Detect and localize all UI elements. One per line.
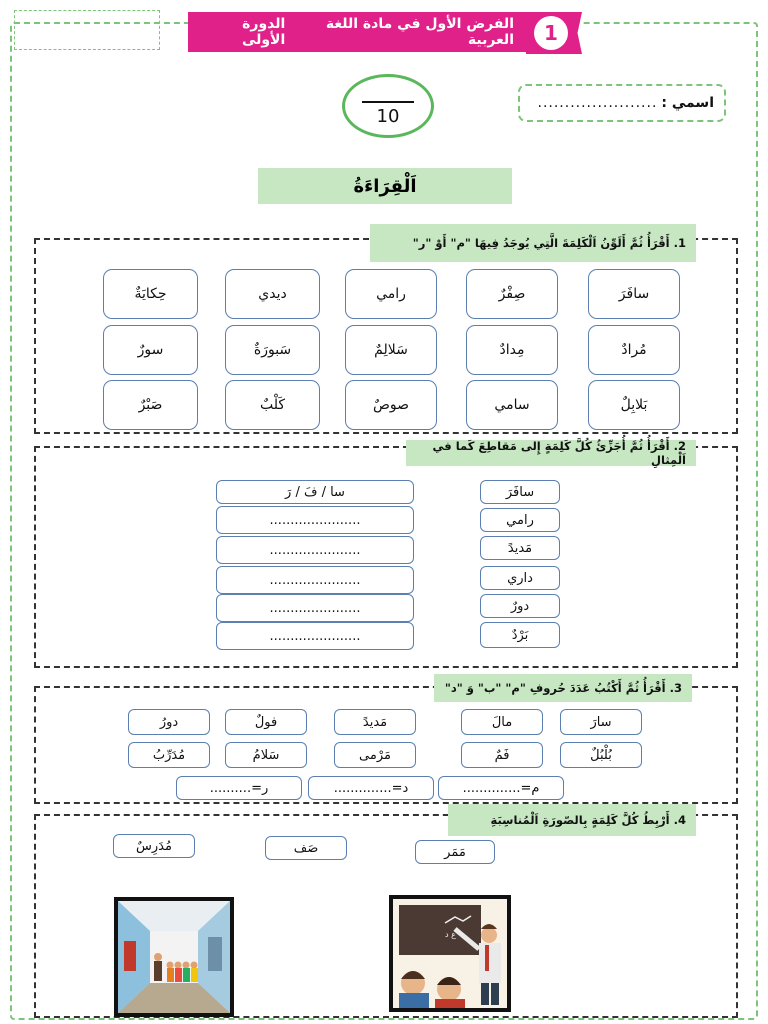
ex4-word[interactable]: مَمَر: [415, 840, 495, 864]
ex2-answer[interactable]: ......................: [216, 566, 414, 594]
ex2-word: دورٌ: [480, 594, 560, 618]
ex2-answer[interactable]: سا / فَ / رَ: [216, 480, 414, 504]
ex1-word[interactable]: سافَرَ: [588, 269, 680, 319]
ex1-word[interactable]: ديدي: [225, 269, 320, 319]
ex3-word: مَرْمى: [334, 742, 416, 768]
ex2-word: مَديدً: [480, 536, 560, 560]
ex2-word: داري: [480, 566, 560, 590]
teacher-illustration: [393, 899, 507, 1008]
exercise1-instruction: 1. أَقْرَأُ ثُمَّ أَلَوِّنُ اَلْكَلِمَةَ الَّتِي يُوجَدُ فِيهَا "م" أَوْ "ر": [370, 224, 696, 262]
ex2-answer[interactable]: ......................: [216, 506, 414, 534]
ex3-word: مالَ: [461, 709, 543, 735]
exercise4-instruction: 4. أَرْبِطُ كُلَّ كَلِمَةٍ بِالصّورَةِ اَلْمُناسِبَةِ: [448, 804, 696, 836]
ex1-word[interactable]: مِدادٌ: [466, 325, 558, 375]
name-dots: ......................: [537, 95, 658, 111]
name-label: اسمي :: [661, 95, 714, 111]
ex3-word: مُدَرِّبُ: [128, 742, 210, 768]
ex1-word[interactable]: سَبورَةٌ: [225, 325, 320, 375]
ex4-word[interactable]: صَف: [265, 836, 347, 860]
corridor-picture[interactable]: [114, 897, 234, 1017]
ex1-word[interactable]: سامي: [466, 380, 558, 430]
ex3-word: فولٌ: [225, 709, 307, 735]
ex3-word: سارَ: [560, 709, 642, 735]
ex1-word[interactable]: صِفْرٌ: [466, 269, 558, 319]
teacher-picture[interactable]: [389, 895, 511, 1012]
exercise3-instruction: 3. أَقْرَأُ ثُمَّ أَكْتُبُ عَدَدَ حُروفِ "م" "ب" وَ "د": [434, 674, 692, 702]
name-field[interactable]: [518, 84, 726, 122]
svg-text:ع د: ع د: [445, 930, 456, 939]
ex3-count-r[interactable]: ر=..........: [176, 776, 302, 800]
ex1-word[interactable]: كَلْبٌ: [225, 380, 320, 430]
ex1-word[interactable]: سورٌ: [103, 325, 198, 375]
header-title: الفرض الأول في مادة اللغة العربية: [325, 16, 514, 48]
ex2-answer[interactable]: ......................: [216, 536, 414, 564]
ex1-word[interactable]: صوصٌ: [345, 380, 437, 430]
ex3-word: فَمٌ: [461, 742, 543, 768]
ex3-word: بُلْبُلٌ: [560, 742, 642, 768]
ex3-word: دورُ: [128, 709, 210, 735]
corridor-illustration: [118, 901, 230, 1013]
ex3-count-m[interactable]: م=..............: [438, 776, 564, 800]
score-denominator: 10: [376, 106, 400, 127]
ex1-word[interactable]: حِكايَةٌ: [103, 269, 198, 319]
ex2-answer[interactable]: ......................: [216, 594, 414, 622]
section-title: اَلْقِرَاءَةُ: [258, 168, 512, 204]
ex3-word: مَديدً: [334, 709, 416, 735]
ex1-word[interactable]: مُرادٌ: [588, 325, 680, 375]
corner-box: [14, 10, 160, 50]
ex1-word[interactable]: سَلالِمٌ: [345, 325, 437, 375]
ex3-count-d[interactable]: د=..............: [308, 776, 434, 800]
ex2-word: رامي: [480, 508, 560, 532]
exam-number: 1: [534, 16, 568, 50]
ex2-word: سافَرَ: [480, 480, 560, 504]
ex1-word[interactable]: رامي: [345, 269, 437, 319]
exercise2-instruction: 2. أَقْرَأُ ثُمَّ أُجَزِّئُ كُلَّ كَلِمَةٍ إِلى مَقاطِعَ كَما في اَلْمِثالِ: [406, 440, 696, 466]
ex4-word[interactable]: مُدَرِسٌ: [113, 834, 195, 858]
ex3-word: سَلامُ: [225, 742, 307, 768]
score-line: [362, 101, 414, 103]
ex1-word[interactable]: صَبْرٌ: [103, 380, 198, 430]
ex2-word: بَرْدٌ: [480, 622, 560, 648]
header-banner: [188, 12, 528, 52]
ex2-answer[interactable]: ......................: [216, 622, 414, 650]
ex1-word[interactable]: بَلابِلٌ: [588, 380, 680, 430]
header-session: الدورة الأولى: [241, 16, 286, 48]
